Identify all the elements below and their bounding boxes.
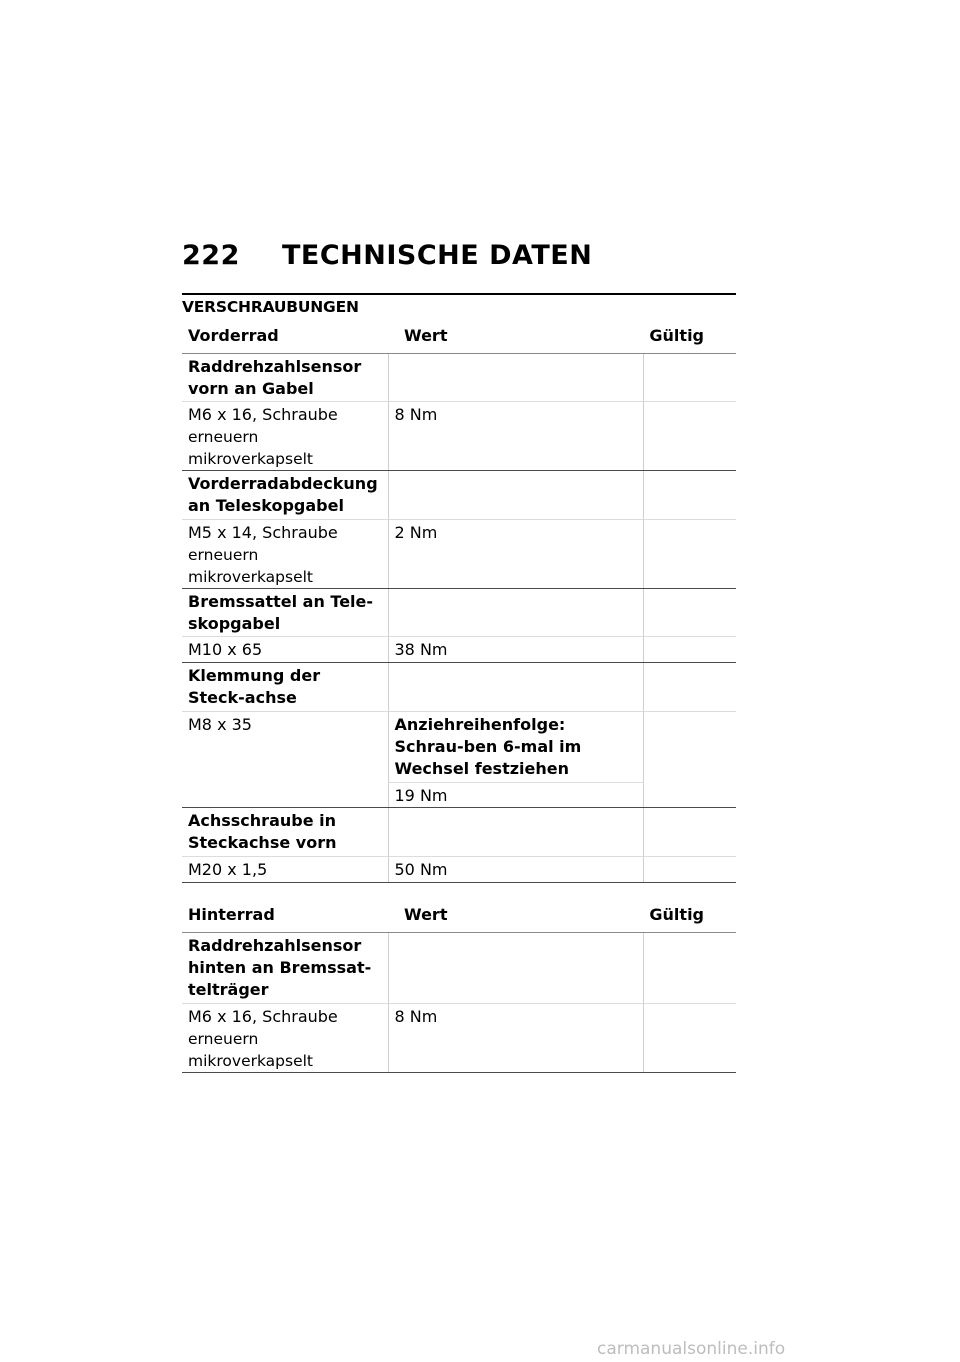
table-header-row <box>182 898 736 932</box>
table-row <box>182 711 736 782</box>
torque-value: 8 Nm <box>388 401 643 470</box>
value-cell <box>388 353 643 401</box>
spec-cell <box>182 1003 388 1072</box>
table-row <box>182 856 736 882</box>
spec-text: M6 x 16, Schraube <box>188 1006 338 1026</box>
table-row <box>182 932 736 1003</box>
page-number: 222 <box>182 240 240 271</box>
valid-cell <box>643 636 736 662</box>
component-label: Raddrehzahlsensor hinten an Bremssat-telträger <box>182 932 388 1003</box>
spec-note: mikroverkapselt <box>188 567 314 586</box>
spec-text: M10 x 65 <box>182 636 388 662</box>
spec-text: M5 x 14, Schraube <box>188 522 338 542</box>
table-row <box>182 519 736 588</box>
valid-cell <box>643 470 736 519</box>
column-header: Vorderrad <box>182 318 388 353</box>
valid-cell <box>643 1003 736 1072</box>
valid-cell <box>643 711 736 807</box>
column-header: Gültig <box>643 898 736 932</box>
value-cell <box>388 932 643 1003</box>
table-row <box>182 662 736 711</box>
spec-cell <box>182 401 388 470</box>
component-label: Raddrehzahlsensor vorn an Gabel <box>182 353 388 401</box>
table-row <box>182 470 736 519</box>
valid-cell <box>643 932 736 1003</box>
torque-value: 19 Nm <box>388 782 643 807</box>
spec-text: M6 x 16, Schraube <box>188 404 338 424</box>
valid-cell <box>643 807 736 856</box>
spec-text: M20 x 1,5 <box>182 856 388 882</box>
torque-value: 38 Nm <box>388 636 643 662</box>
header-rule <box>182 293 736 295</box>
value-cell <box>388 588 643 636</box>
table-header-row <box>182 318 736 353</box>
component-label: Achsschraube in Steckachse vorn <box>182 807 388 856</box>
valid-cell <box>643 588 736 636</box>
value-cell <box>388 662 643 711</box>
spec-note: erneuern <box>188 545 259 564</box>
table-row <box>182 1003 736 1072</box>
valid-cell <box>643 353 736 401</box>
column-header: Gültig <box>643 318 736 353</box>
valid-cell <box>643 856 736 882</box>
column-header: Wert <box>388 898 643 932</box>
component-label: Bremssattel an Tele-skopgabel <box>182 588 388 636</box>
front-wheel-table <box>182 318 736 883</box>
spec-note: erneuern <box>188 427 259 446</box>
column-header: Hinterrad <box>182 898 388 932</box>
table-row <box>182 588 736 636</box>
torque-value: 8 Nm <box>388 1003 643 1072</box>
table-row <box>182 807 736 856</box>
component-label: Klemmung der Steck-achse <box>182 662 388 711</box>
page-header <box>182 240 592 271</box>
rear-wheel-table <box>182 898 736 1073</box>
spec-cell <box>182 519 388 588</box>
tightening-note: Anziehreihenfolge: Schrau-ben 6-mal im Wechsel festziehen <box>388 711 643 782</box>
spec-text: M8 x 35 <box>182 711 388 807</box>
watermark: carmanualsonline.info <box>597 1339 786 1359</box>
spec-note: mikroverkapselt <box>188 1051 314 1070</box>
table-row <box>182 353 736 401</box>
spec-note: erneuern <box>188 1029 259 1048</box>
torque-value: 2 Nm <box>388 519 643 588</box>
value-cell <box>388 470 643 519</box>
valid-cell <box>643 401 736 470</box>
spec-note: mikroverkapselt <box>188 449 314 468</box>
chapter-title: TECHNISCHE DATEN <box>282 240 593 271</box>
table-row <box>182 636 736 662</box>
valid-cell <box>643 662 736 711</box>
column-header: Wert <box>388 318 643 353</box>
torque-value: 50 Nm <box>388 856 643 882</box>
table-row <box>182 401 736 470</box>
valid-cell <box>643 519 736 588</box>
component-label: Vorderradabdeckung an Teleskopgabel <box>182 470 388 519</box>
value-cell <box>388 807 643 856</box>
section-title: VERSCHRAUBUNGEN <box>182 298 359 316</box>
